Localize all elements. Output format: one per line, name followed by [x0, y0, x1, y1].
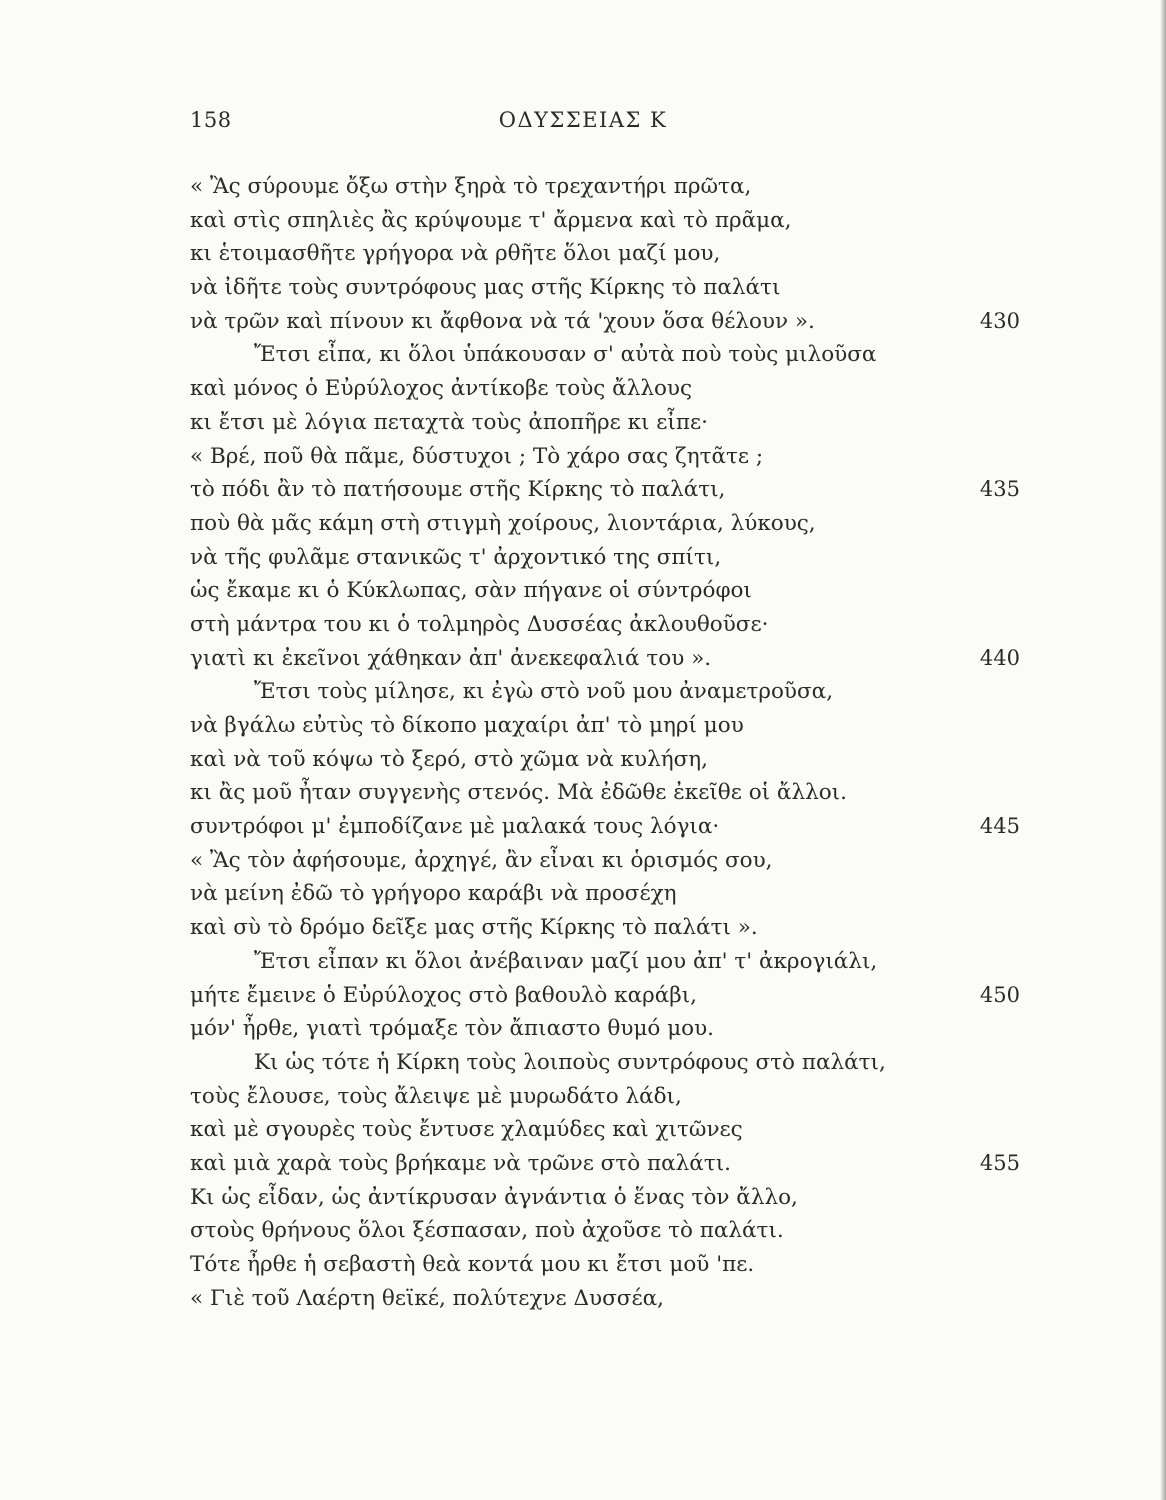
verse-line — [190, 305, 1020, 339]
verse-text: καὶ στὶς σπηλιὲς ἂς κρύψουμε τ' ἄρμενα καὶ τὸ πρᾶμα, — [190, 207, 792, 233]
verse-line — [190, 473, 1020, 507]
verse-line — [190, 776, 1020, 810]
line-number: 435 — [979, 477, 1020, 502]
verse-text: Κι ὡς τότε ἡ Κίρκη τοὺς λοιποὺς συντρόφους στὸ παλάτι, — [254, 1049, 886, 1075]
verse-text: νὰ τῆς φυλᾶμε στανικῶς τ' ἀρχοντικό της σπίτι, — [190, 544, 722, 570]
line-number: 430 — [979, 308, 1020, 333]
verse-text: κι ἑτοιμασθῆτε γρήγορα νὰ ρθῆτε ὅλοι μαζί μου, — [190, 241, 721, 267]
verse-line — [190, 1282, 1020, 1316]
verse-text: νὰ βγάλω εὐτὺς τὸ δίκοπο μαχαίρι ἀπ' τὸ μηρί μου — [190, 713, 744, 738]
verse-text: νὰ ἰδῆτε τοὺς συντρόφους μας στῆς Κίρκης τὸ παλάτι — [190, 275, 781, 301]
poem-text — [190, 170, 1020, 1315]
verse-text: ὡς ἔκαμε κι ὁ Κύκλωπας, σὰν πήγανε οἱ σύντρόφοι — [190, 578, 752, 604]
verse-line — [190, 541, 1020, 575]
verse-text: « Γιὲ τοῦ Λαέρτη θεϊκέ, πολύτεχνε Δυσσέα, — [190, 1285, 664, 1311]
verse-line — [190, 1080, 1020, 1114]
verse-line — [190, 608, 1020, 642]
verse-text: μήτε ἔμεινε ὁ Εὐρύλοχος στὸ βαθουλὸ καράβι, — [190, 982, 697, 1008]
verse-line — [190, 406, 1020, 440]
verse-text: « Ἂς τὸν ἀφήσουμε, ἀρχηγέ, ἂν εἶναι κι ὁρισμός σου, — [190, 847, 773, 873]
verse-text: Ἔτσι τοὺς μίλησε, κι ἐγὼ στὸ νοῦ μου ἀναμετροῦσα, — [254, 679, 834, 705]
verse-line — [190, 642, 1020, 676]
verse-line — [190, 1147, 1020, 1181]
verse-line — [190, 1012, 1020, 1046]
verse-line — [190, 338, 1020, 372]
verse-text: καὶ μὲ σγουρὲς τοὺς ἔντυσε χλαμύδες καὶ χιτῶνες — [190, 1117, 743, 1143]
verse-text: νὰ μείνη ἐδῶ τὸ γρήγορο καράβι νὰ προσέχη — [190, 881, 677, 907]
verse-text: « Ἂς σύρουμε ὄξω στὴν ξηρὰ τὸ τρεχαντήρι πρῶτα, — [190, 174, 752, 199]
verse-text: Ἔτσι εἶπαν κι ὅλοι ἀνέβαιναν μαζί μου ἀπ' τ' ἀκρογιάλι, — [254, 948, 878, 974]
verse-line — [190, 1113, 1020, 1147]
verse-line — [190, 979, 1020, 1013]
verse-text: τὸ πόδι ἂν τὸ πατήσουμε στῆς Κίρκης τὸ παλάτι, — [190, 477, 726, 503]
page-edge-shadow — [1160, 0, 1166, 1500]
verse-text: καὶ μιὰ χαρὰ τοὺς βρήκαμε νὰ τρῶνε στὸ παλάτι. — [190, 1150, 731, 1176]
verse-text: νὰ τρῶν καὶ πίνουν κι ἄφθονα νὰ τά 'χουν ὅσα θέλουν ». — [190, 308, 815, 334]
verse-line — [190, 1181, 1020, 1215]
verse-line — [190, 237, 1020, 271]
line-number: 450 — [979, 982, 1020, 1007]
verse-text: στοὺς θρήνους ὅλοι ξέσπασαν, ποὺ ἀχοῦσε τὸ παλάτι. — [190, 1218, 784, 1244]
verse-line — [190, 844, 1020, 878]
verse-line — [190, 1046, 1020, 1080]
verse-text: κι ἔτσι μὲ λόγια πεταχτὰ τοὺς ἀποπῆρε κι εἶπε· — [190, 409, 708, 435]
verse-text: « Βρέ, ποῦ θὰ πᾶμε, δύστυχοι ; Τὸ χάρο σας ζητᾶτε ; — [190, 443, 764, 469]
verse-line — [190, 204, 1020, 238]
verse-text: γιατὶ κι ἐκεῖνοι χάθηκαν ἀπ' ἀνεκεφαλιά του ». — [190, 645, 712, 671]
line-number: 455 — [979, 1150, 1020, 1175]
line-number: 445 — [979, 814, 1020, 839]
verse-line — [190, 507, 1020, 541]
verse-text: καὶ νὰ τοῦ κόψω τὸ ξερό, στὸ χῶμα νὰ κυλήση, — [190, 746, 708, 772]
verse-text: καὶ μόνος ὁ Εὐρύλοχος ἀντίκοβε τοὺς ἄλλους — [190, 376, 693, 402]
verse-line — [190, 810, 1020, 844]
verse-line — [190, 372, 1020, 406]
verse-line — [190, 1248, 1020, 1282]
verse-line — [190, 574, 1020, 608]
verse-text: Κι ὡς εἶδαν, ὡς ἀντίκρυσαν ἀγνάντια ὁ ἕνας τὸν ἄλλο, — [190, 1184, 798, 1210]
verse-text: στὴ μάντρα του κι ὁ τολμηρὸς Δυσσέας ἀκλουθοῦσε· — [190, 611, 769, 637]
verse-text: Τότε ἦρθε ἡ σεβαστὴ θεὰ κοντά μου κι ἔτσι μοῦ 'πε. — [190, 1252, 755, 1277]
verse-line — [190, 877, 1020, 911]
running-title: ΟΔΥΣΣΕΙΑΣ Κ — [498, 108, 668, 132]
verse-text: καὶ σὺ τὸ δρόμο δεῖξε μας στῆς Κίρκης τὸ παλάτι ». — [190, 915, 758, 941]
verse-line — [190, 271, 1020, 305]
verse-line — [190, 1214, 1020, 1248]
page-header — [0, 108, 1166, 138]
verse-text: μόν' ἦρθε, γιατὶ τρόμαξε τὸν ἄπιαστο θυμό μου. — [190, 1016, 715, 1042]
verse-line — [190, 170, 1020, 204]
verse-line — [190, 709, 1020, 743]
verse-line — [190, 743, 1020, 777]
verse-text: κι ἂς μοῦ ἦταν συγγενὴς στενός. Μὰ ἐδῶθε ἐκεῖθε οἱ ἄλλοι. — [190, 780, 847, 806]
verse-text: ποὺ θὰ μᾶς κάμη στὴ στιγμὴ χοίρους, λιοντάρια, λύκους, — [190, 510, 816, 536]
verse-text: Ἔτσι εἶπα, κι ὅλοι ὑπάκουσαν σ' αὐτὰ ποὺ τοὺς μιλοῦσα — [254, 342, 877, 368]
verse-line — [190, 440, 1020, 474]
verse-line — [190, 675, 1020, 709]
page-number: 158 — [190, 108, 232, 132]
verse-line — [190, 945, 1020, 979]
verse-line — [190, 911, 1020, 945]
verse-text: τοὺς ἔλουσε, τοὺς ἄλειψε μὲ μυρωδάτο λάδι, — [190, 1083, 682, 1109]
verse-text: συντρόφοι μ' ἐμποδίζανε μὲ μαλακά τους λόγια· — [190, 814, 720, 840]
line-number: 440 — [979, 645, 1020, 670]
